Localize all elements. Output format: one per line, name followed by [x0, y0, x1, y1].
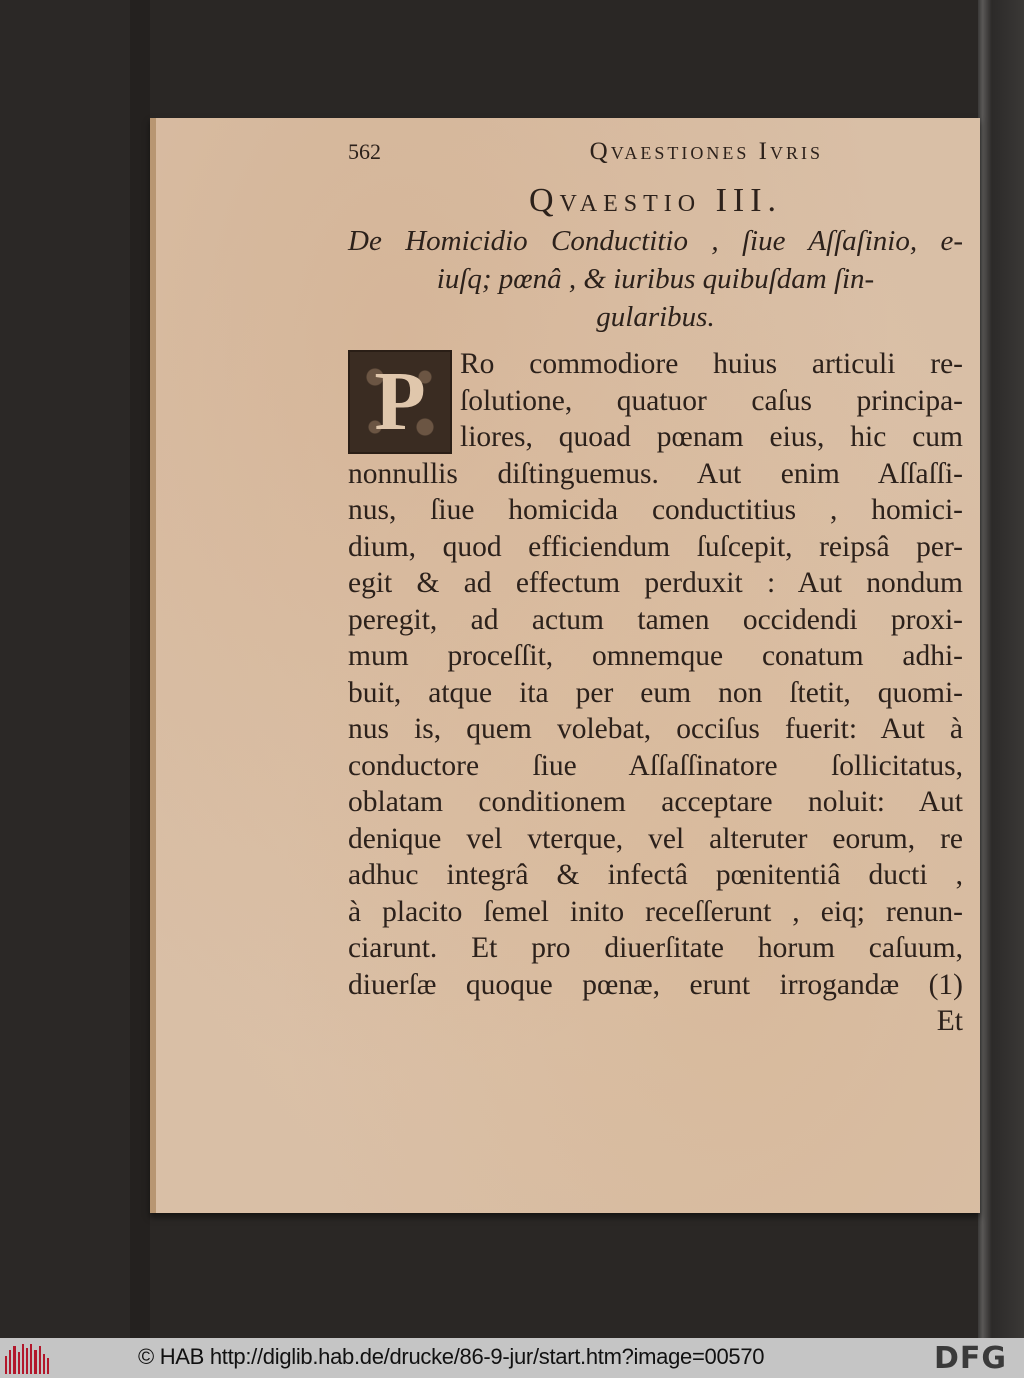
text-line: buit, atque ita per eum non ſtetit, quomi-: [348, 676, 963, 709]
running-head: [348, 138, 963, 174]
text-line: egit & ad effectum perduxit : Aut nondum: [348, 567, 963, 599]
section-heading: Qvaestio III.: [528, 182, 783, 219]
decorated-initial: P: [348, 350, 452, 454]
text-line: dium, quod efficiendum ſuſcepit, reipsâ per-: [348, 530, 963, 563]
page-number: 562: [348, 139, 381, 164]
text-line: conductore ſiue Aſſaſſinatore ſollicitatus,: [348, 749, 963, 782]
text-line: nus is, quem volebat, occiſus fuerit: Aut à: [348, 713, 963, 745]
page-shadow: [130, 0, 150, 1338]
text-line: adhuc integrâ & infectâ pœnitentiâ ducti ,: [348, 859, 963, 891]
text-line: ſolutione, quatuor caſus principa-: [460, 384, 963, 417]
footer-bar: [0, 1338, 1024, 1378]
copyright-link[interactable]: © HAB http://diglib.hab.de/drucke/86-9-jur/start.htm?image=00570: [138, 1344, 765, 1369]
page-text: [348, 138, 963, 1040]
page-edge: [150, 118, 156, 1213]
subtitle: [348, 222, 963, 336]
subtitle-line: gularibus.: [596, 301, 715, 333]
catchword: Et: [936, 1005, 963, 1037]
glass-plate-edge: [978, 0, 1024, 1338]
text-line: denique vel vterque, vel alteruter eorum, re: [348, 822, 963, 855]
body-text: [348, 346, 963, 1040]
text-line: ciarunt. Et pro diuerſitate horum caſuum,: [348, 932, 963, 964]
dark-background: [0, 0, 130, 1338]
text-line: à placito ſemel inito receſſerunt , eiq; renun-: [348, 895, 963, 928]
hab-logo-icon: [5, 1342, 49, 1374]
text-line: Ro commodiore huius articuli re-: [460, 348, 963, 380]
text-line: diuerſæ quoque pœnæ, erunt irrogandæ (1): [348, 968, 963, 1001]
subtitle-line: De Homicidio Conductitio , ſiue Aſſaſinio, e-: [348, 225, 963, 257]
text-line: liores, quoad pœnam eius, hic cum: [460, 421, 963, 453]
text-line: nus, ſiue homicida conductitius , homici-: [348, 494, 963, 526]
running-title: Qvaestiones Ivris: [589, 138, 823, 165]
dfg-logo-icon: DFG: [934, 1341, 1008, 1376]
text-line: mum proceſſit, omnemque conatum adhi-: [348, 640, 963, 672]
subtitle-line: iuſq; pœnâ , & iuribus quibuſdam ſin-: [436, 263, 875, 295]
text-line: peregit, ad actum tamen occidendi proxi-: [348, 603, 963, 636]
text-line: oblatam conditionem acceptare noluit: Aut: [348, 786, 963, 818]
text-line: nonnullis diſtinguemus. Aut enim Aſſaſſi-: [348, 457, 963, 490]
